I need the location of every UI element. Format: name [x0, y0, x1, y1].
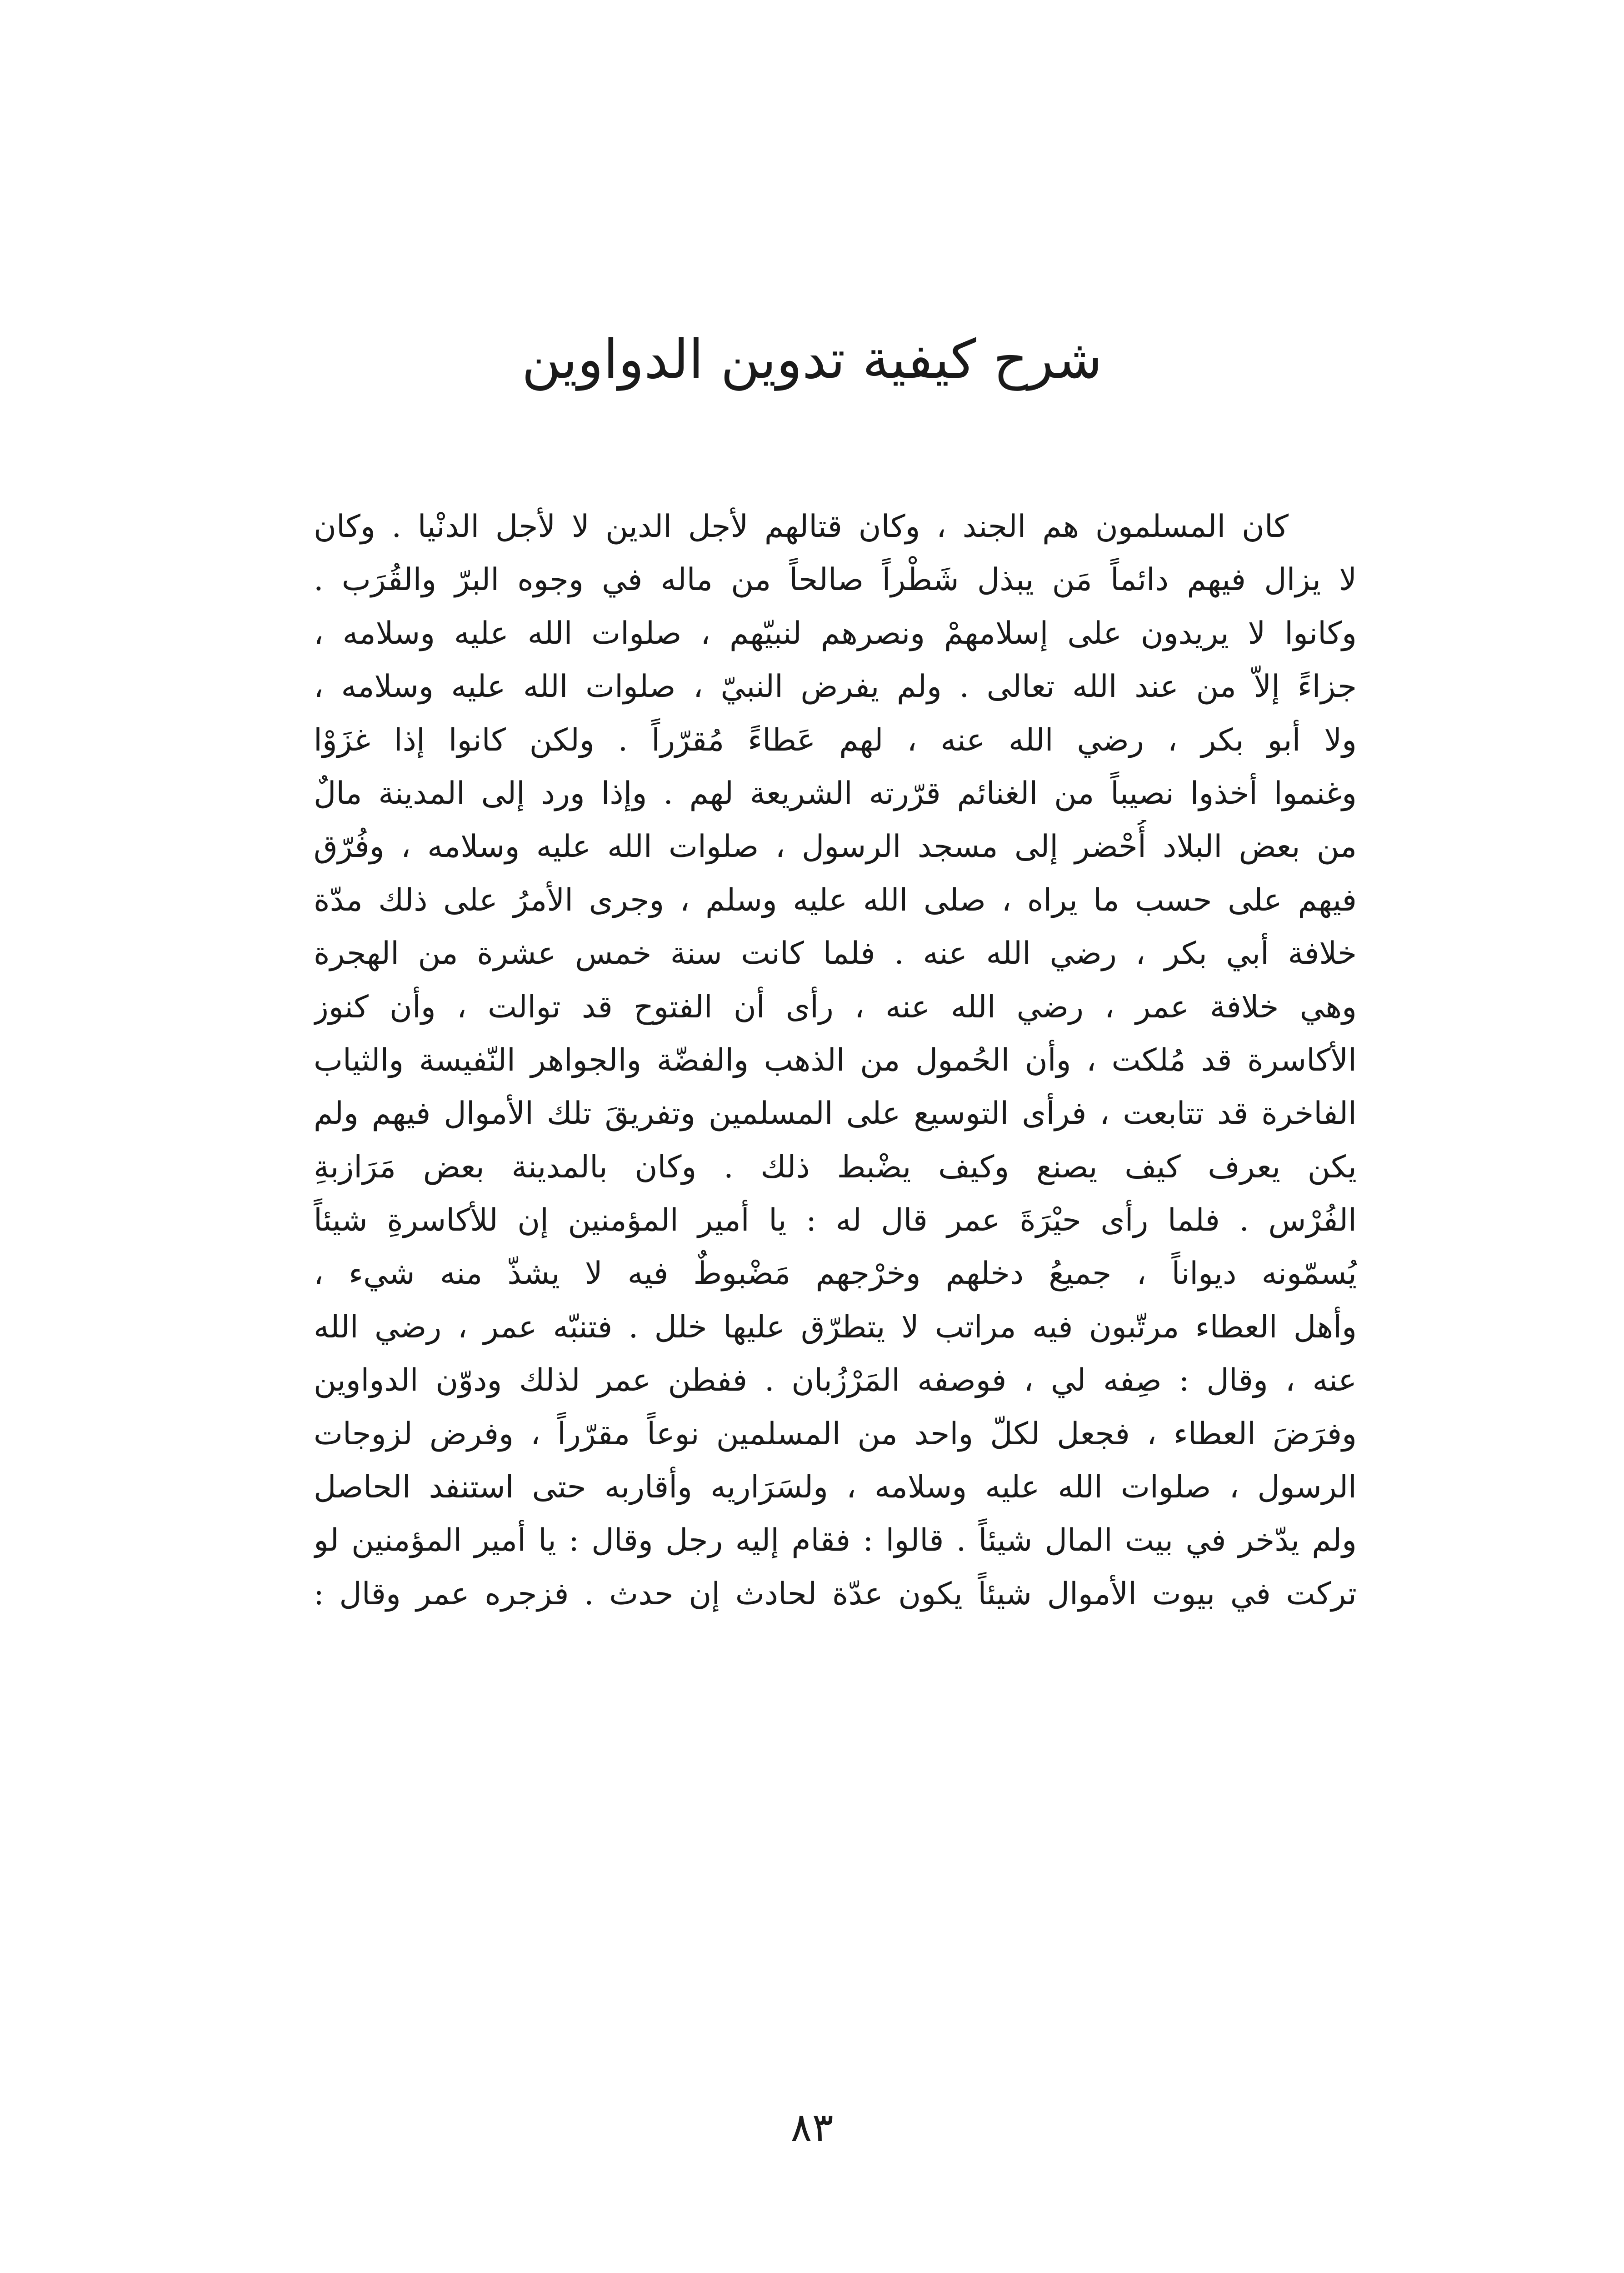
text-line: جزاءً إلاّ من عند الله تعالى . ولم يفرض النبيّ ، صلوات الله عليه وسلامه ،: [314, 669, 1357, 705]
text-line: الأكاسرة قد مُلكت ، وأن الحُمول من الذهب والفضّة والجواهر النّفيسة والثياب: [314, 1042, 1357, 1078]
text-line: يكن يعرف كيف يصنع وكيف يضْبط ذلك . وكان بالمدينة بعض مَرَازبةِ: [314, 1149, 1357, 1185]
text-line: الفُرْس . فلما رأى حيْرَةَ عمر قال له : يا أمير المؤمنين إن للأكاسرةِ شيئاً: [314, 1202, 1357, 1239]
text-line: خلافة أبي بكر ، رضي الله عنه . فلما كانت سنة خمس عشرة من الهجرة: [314, 936, 1357, 972]
text-line: وأهل العطاء مرتّبون فيه مراتب لا يتطرّق عليها خلل . فتنبّه عمر ، رضي الله: [314, 1309, 1357, 1345]
text-line: ولم يدّخر في بيت المال شيئاً . قالوا : فقام إليه رجل وقال : يا أمير المؤمنين لو: [314, 1522, 1357, 1559]
body-text: [314, 500, 1357, 1621]
text-line: وغنموا أخذوا نصيباً من الغنائم قرّرته الشريعة لهم . وإذا ورد إلى المدينة مالٌ: [314, 775, 1357, 811]
text-line: عنه ، وقال : صِفه لي ، فوصفه المَرْزُبان . ففطن عمر لذلك ودوّن الدواوين: [314, 1362, 1357, 1399]
text-line: فيهم على حسب ما يراه ، صلى الله عليه وسلم ، وجرى الأمرُ على ذلك مدّة: [314, 882, 1357, 918]
text-line: يُسمّونه ديواناً ، جميعُ دخلهم وخرْجهم مَضْبوطٌ فيه لا يشذّ منه شيء ،: [314, 1256, 1357, 1292]
page-number: ٨٣: [790, 2104, 834, 2151]
text-line: وكانوا لا يريدون على إسلامهمْ ونصرهم لنبيّهم ، صلوات الله عليه وسلامه ،: [314, 615, 1357, 651]
chapter-title: شرح كيفية تدوين الدواوين: [521, 328, 1103, 391]
text-line: ولا أبو بكر ، رضي الله عنه ، لهم عَطاءً مُقرّراً . ولكن كانوا إذا غزَوْا: [314, 722, 1357, 758]
text-line: الرسول ، صلوات الله عليه وسلامه ، ولسَرَاريه وأقاربه حتى استنفد الحاصل: [314, 1469, 1357, 1506]
text-line: الفاخرة قد تتابعت ، فرأى التوسيع على المسلمين وتفريقَ تلك الأموال فيهم ولم: [314, 1096, 1357, 1132]
text-line: تركت في بيوت الأموال شيئاً يكون عدّة لحادث إن حدث . فزجره عمر وقال :: [314, 1576, 1357, 1612]
text-line: وهي خلافة عمر ، رضي الله عنه ، رأى أن الفتوح قد توالت ، وأن كنوز: [314, 989, 1357, 1025]
text-line: من بعض البلاد أُحْضر إلى مسجد الرسول ، صلوات الله عليه وسلامه ، وفُرّق: [314, 829, 1357, 865]
text-line: وفرَضَ العطاء ، فجعل لكلّ واحد من المسلمين نوعاً مقرّراً ، وفرض لزوجات: [314, 1416, 1357, 1452]
text-line: لا يزال فيهم دائماً مَن يبذل شَطْراً صالحاً من ماله في وجوه البرّ والقُرَب .: [314, 562, 1357, 598]
text-line: كان المسلمون هم الجند ، وكان قتالهم لأجل الدين لا لأجل الدنْيا . وكان: [314, 509, 1289, 545]
